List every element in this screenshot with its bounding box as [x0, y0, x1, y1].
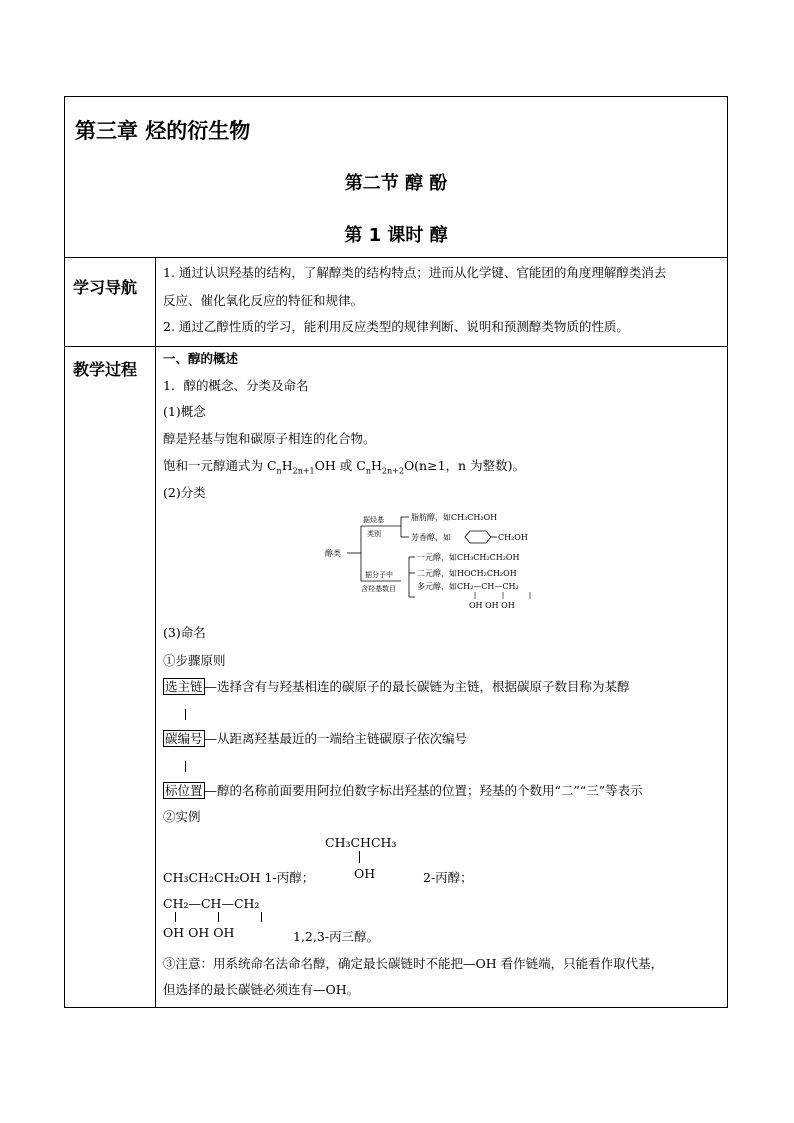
bond-line: [218, 912, 219, 922]
row-divider: [65, 257, 727, 258]
chapter-title: 第三章 烃的衍生物: [75, 119, 251, 143]
concept-text: 醇是羟基与饱和碳原子相连的化合物。: [163, 431, 376, 446]
concept-title: (1)概念: [163, 404, 206, 419]
diagram-by-count-1: 据分子中: [365, 571, 393, 579]
guide-line-3: 2. 通过乙醇性质的学习，能利用反应类型的规律判断、说明和预测醇类物质的性质。: [163, 319, 629, 334]
step-connector: [185, 761, 186, 772]
column-divider: [155, 257, 156, 1007]
diagram-root: 醇类: [325, 549, 341, 558]
step-1: 选主链 —选择含有与羟基相连的碳原子的最长碳链为主链，根据碳原子数目称为某醇: [165, 679, 630, 694]
guide-line-2: 反应、催化氧化反应的特征和规律。: [163, 293, 364, 308]
example-3-name: 1,2,3-丙三醇。: [293, 929, 380, 944]
step-connector: [185, 709, 186, 720]
step-1-key: 选主链: [165, 679, 203, 694]
bond-line: [261, 912, 262, 922]
example-1: CH₃CH₂CH₂OH 1-丙醇；: [163, 870, 315, 885]
general-formula: 饱和一元醇通式为 $C_nH_{2n+1}OH$ 或 $C_nH_{2n+2}O(n\ge 1$，n 为整数)。: [163, 458, 525, 476]
diagram-poly: 多元醇，如CH₂—CH—CH₂: [417, 582, 519, 591]
diagram-by-hc: 据烃基: [363, 516, 384, 524]
example-title: ②实例: [163, 809, 201, 824]
diagram-poly-oh: OH OH OH: [469, 601, 515, 610]
diagram-category: 类别: [367, 530, 381, 538]
bond-line: [175, 912, 176, 922]
example-2-name: 2-丙醇；: [423, 870, 473, 885]
note-line-2: 但选择的最长碳链必须连有—OH。: [163, 982, 360, 997]
diagram-di: 二元醇，如HOCH₂CH₂OH: [417, 569, 517, 578]
example-3-oh: OH OH OH: [163, 925, 235, 940]
step-2: 碳编号 —从距离羟基最近的一端给主链碳原子依次编号: [165, 731, 468, 746]
example-2-oh: OH: [354, 866, 376, 881]
step-2-key: 碳编号: [165, 731, 203, 746]
lesson-title: 第 1 课时 醇: [344, 225, 448, 246]
section-heading: 一、醇的概述: [163, 351, 239, 366]
lesson-table: [64, 96, 728, 1008]
subsection-title: 1．醇的概念、分类及命名: [163, 378, 309, 393]
guide-line-1: 1. 通过认识羟基的结构，了解醇类的结构特点；进而从化学键、官能团的角度理解醇类消去: [163, 265, 667, 280]
process-label: 教学过程: [73, 360, 138, 379]
classification-diagram: [325, 507, 565, 617]
benzene-ring-icon: [465, 531, 491, 543]
section-title: 第二节 醇 酚: [344, 173, 448, 194]
diagram-by-count-2: 含羟基数目: [361, 585, 396, 593]
diagram-aromatic-sub: CH₂OH: [498, 533, 528, 542]
diagram-aliphatic: 脂肪醇，如CH₃CH₂OH: [411, 513, 498, 522]
step-3: 标位置 —醇的名称前面要用阿拉伯数字标出羟基的位置；羟基的个数用“二”“三”等表示: [165, 783, 643, 798]
diagram-aromatic: 芳香醇，如: [411, 533, 451, 542]
bond-line: [359, 851, 360, 863]
row-divider: [65, 346, 727, 347]
naming-title: (3)命名: [163, 625, 206, 640]
classify-title: (2)分类: [163, 485, 206, 500]
example-2-top: CH₃CHCH₃: [325, 835, 397, 850]
guide-label: 学习导航: [73, 278, 138, 297]
example-3-top: CH₂—CH—CH₂: [163, 896, 260, 911]
step-3-key: 标位置: [165, 783, 203, 798]
step-title: ①步骤原则: [163, 653, 226, 668]
note-line-1: ③注意：用系统命名法命名醇，确定最长碳链时不能把—OH 看作链端，只能看作取代基，: [163, 956, 664, 971]
diagram-mono: 一元醇，如CH₃CH₂CH₂OH: [417, 553, 520, 562]
